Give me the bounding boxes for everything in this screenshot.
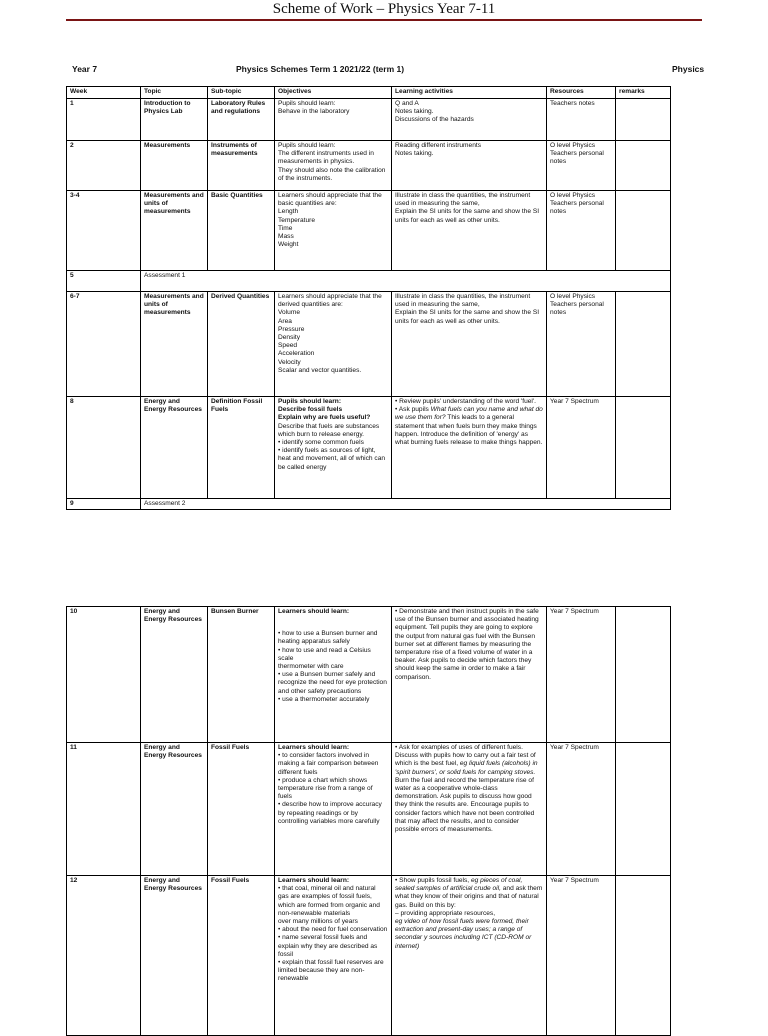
objective-line: They should also note the calibration of the instruments. [278, 166, 386, 182]
subject-label: Physics [672, 64, 705, 74]
col-objectives: Objectives [275, 87, 392, 99]
table-row [67, 99, 671, 141]
title-divider [66, 19, 702, 21]
activities-cell [392, 876, 547, 1036]
objective-line: Behave in the laboratory [278, 108, 350, 116]
objective-line: Density [278, 334, 300, 342]
remarks-cell [616, 607, 671, 743]
resources-cell: O level Physics Teachers personal notes [547, 191, 616, 271]
week-cell: 6-7 [67, 292, 141, 397]
activity-line: Notes taking. [395, 150, 434, 158]
activity-line: Explain the SI units for the same and show the SI units for each as well as other units. [395, 309, 540, 325]
subtopic-cell: Fossil Fuels [208, 876, 275, 1036]
objective-line: Area [278, 317, 292, 325]
objective-line: Learners should appreciate that the derived quantities are: [278, 293, 382, 309]
remarks-cell [616, 743, 671, 876]
week-cell: 10 [67, 607, 141, 743]
year-label: Year 7 [72, 64, 98, 74]
scheme-table-2 [66, 606, 671, 1036]
remarks-cell [616, 191, 671, 271]
objective-line: • how to use a Bunsen burner and heating apparatus safely [278, 630, 378, 646]
topic-cell: Measurements and units of measurements [141, 292, 208, 397]
col-activities: Learning activities [392, 87, 547, 99]
objective-line: • that coal, mineral oil and natural gas are examples of fossil fuels, which are formed from organic and non-renewable materials [278, 885, 380, 917]
objective-line: • to consider factors involved in making a fair comparison between different fuels [278, 752, 379, 776]
objective-line: Mass [278, 233, 294, 241]
activity-line: Reading different instruments [395, 142, 482, 149]
objective-heading: Explain why are fuels useful? [278, 414, 371, 422]
objectives-cell [275, 876, 392, 1036]
table-row [67, 141, 671, 191]
objective-line: Pupils should learn: [278, 142, 336, 149]
activity-line: • Demonstrate and then instruct pupils in the safe use of the Bunsen burner and associated heating equipment. Tell pupils they are going to explore the output from natural gas fuel with the Bunsen burner set at different flames by measuring the temperature rise of a fixed volume of water in a beaker. Ask pupils to decide which factors they should keep the same in order to make a fair comparison. [395, 608, 539, 681]
objective-line: • identify some common fuels [278, 439, 364, 447]
resources-cell: O level Physics Teachers personal notes [547, 292, 616, 397]
objective-line: • identify fuels as sources of light, heat and movement, all of which can be called energy [278, 447, 386, 471]
resources-cell: Year 7 Spectrum [547, 607, 616, 743]
week-cell: 12 [67, 876, 141, 1036]
topic-cell: Measurements and units of measurements [141, 191, 208, 271]
table-row [67, 292, 671, 397]
assessment-cell: Assessment 2 [141, 499, 671, 510]
objective-line: Velocity [278, 358, 301, 366]
topic-cell: Energy and Energy Resources [141, 876, 208, 1036]
resources-cell: O level Physics Teachers personal notes [547, 141, 616, 191]
table-row [67, 743, 671, 876]
subtopic-cell: Basic Quantities [208, 191, 275, 271]
activities-cell [392, 607, 547, 743]
topic-cell: Energy and Energy Resources [141, 607, 208, 743]
subtopic-cell: Instruments of measurements [208, 141, 275, 191]
activities-cell [392, 99, 547, 141]
activity-text: • Ask pupils [395, 406, 431, 414]
objective-line: Pressure [278, 325, 305, 333]
objective-heading: Describe fossil fuels [278, 406, 343, 414]
remarks-cell [616, 397, 671, 499]
assessment-cell: Assessment 1 [141, 271, 671, 292]
objectives-cell [275, 141, 392, 191]
topic-cell: Energy and Energy Resources [141, 397, 208, 499]
objective-heading: Learners should learn: [278, 608, 350, 615]
activity-line: • Review pupils' understanding of the word 'fuel'. [395, 398, 536, 405]
activities-cell [392, 743, 547, 876]
objective-line: Learners should appreciate that the basic quantities are: [278, 192, 382, 208]
activities-cell [392, 292, 547, 397]
activity-text: and ask them what they know of their origins and that of natural gas. Build on this by: [395, 885, 543, 909]
objective-heading: Learners should learn: [278, 744, 350, 751]
objective-heading: Learners should learn: [278, 877, 350, 884]
objectives-cell [275, 191, 392, 271]
week-cell: 1 [67, 99, 141, 141]
subtopic-cell: Fossil Fuels [208, 743, 275, 876]
objectives-cell [275, 397, 392, 499]
objective-line: • use a Bunsen burner safely and recognize the need for eye protection and other safety precautions [278, 671, 387, 695]
activity-italic: eg pieces of coal, sealed samples of artificial crude oil, [395, 877, 523, 893]
objectives-cell [275, 607, 392, 743]
objective-line: Weight [278, 241, 299, 249]
activity-text: Burn the fuel and record the temperature rise of water as a cooperative whole-class demonstration. Ask pupils to discuss how good they think the results are. Encourage pupils to consider factors which have not been controlled that may affect the results, and to consider possible errors of measurements. [395, 776, 535, 834]
table-row [67, 876, 671, 1036]
activity-text: – providing appropriate resources, [395, 909, 496, 917]
activity-line: Discussions of the hazards [395, 116, 474, 124]
activity-line: Notes taking. [395, 108, 434, 116]
activities-cell [392, 141, 547, 191]
activity-text: This leads to a general statement that when fuels burn they make things happen. Introduce the definition of 'energy' as what burning fuels release to make things happen. [395, 414, 543, 447]
objective-line: • use a thermometer accurately [278, 695, 370, 703]
resources-cell: Year 7 Spectrum [547, 397, 616, 499]
term-label: Physics Schemes Term 1 2021/22 (term 1) [236, 64, 405, 74]
week-cell: 8 [67, 397, 141, 499]
topic-cell: Energy and Energy Resources [141, 743, 208, 876]
objective-line: Volume [278, 309, 300, 317]
activities-cell [392, 397, 547, 499]
activity-italic: eg liquid fuels (alcohols) in 'spirit burners', or solid fuels for camping stoves. [395, 760, 538, 776]
objective-line: • about the need for fuel conservation [278, 926, 388, 934]
objective-line: • explain that fossil fuel reserves are limited because they are non-renewable [278, 959, 384, 983]
objectives-cell [275, 743, 392, 876]
resources-cell: Year 7 Spectrum [547, 743, 616, 876]
scheme-table-1 [66, 86, 671, 510]
objective-line: • how to use and read a Celsius scale [278, 646, 371, 662]
activity-text: • Show pupils fossil fuels, [395, 877, 471, 884]
subtopic-cell: Definition Fossil Fuels [208, 397, 275, 499]
activity-italic: eg video of how fossil fuels were formed, their extraction and present-day uses; a range of secondar y sources including ICT (CD-ROM or internet) [395, 918, 532, 950]
document-title: Scheme of Work – Physics Year 7-11 [272, 1, 496, 17]
week-cell: 5 [67, 271, 141, 292]
objective-line: Temperature [278, 216, 316, 224]
objective-line: thermometer with care [278, 663, 344, 671]
remarks-cell [616, 876, 671, 1036]
objectives-cell [275, 292, 392, 397]
week-cell: 3-4 [67, 191, 141, 271]
remarks-cell [616, 141, 671, 191]
objective-line: Speed [278, 342, 298, 350]
week-cell: 11 [67, 743, 141, 876]
col-resources: Resources [547, 87, 616, 99]
topic-cell: Introduction to Physics Lab [141, 99, 208, 141]
col-subtopic: Sub-topic [208, 87, 275, 99]
table-row [67, 607, 671, 743]
col-remarks: remarks [616, 87, 671, 99]
activity-line: Q and A [395, 100, 419, 107]
objective-line: Scalar and vector quantities. [278, 366, 362, 374]
resources-cell: Year 7 Spectrum [547, 876, 616, 1036]
week-cell: 2 [67, 141, 141, 191]
activity-line: Illustrate in class the quantities, the instrument used in measuring the same, [395, 192, 531, 208]
objective-line: • name several fossil fuels and explain why they are described as fossil [278, 934, 378, 958]
table-row [67, 397, 671, 499]
table-row [67, 191, 671, 271]
activity-text: • Ask for examples of uses of different fuels. Discuss with pupils how to carry out a fair test of which is the best fuel, [395, 744, 536, 768]
table-row [67, 271, 671, 292]
objective-line: Describe that fuels are substances which burn to release energy. [278, 422, 380, 438]
subtopic-cell: Bunsen Burner [208, 607, 275, 743]
remarks-cell [616, 99, 671, 141]
objectives-cell [275, 99, 392, 141]
objective-line: Length [278, 208, 299, 216]
objective-heading: Pupils should learn: [278, 398, 342, 405]
objective-line: The different instruments used in measurements in physics. [278, 150, 374, 166]
remarks-cell [616, 292, 671, 397]
col-topic: Topic [141, 87, 208, 99]
subtopic-cell: Laboratory Rules and regulations [208, 99, 275, 141]
objective-line: over many millions of years [278, 918, 358, 926]
week-cell: 9 [67, 499, 141, 510]
subtopic-cell: Derived Quantities [208, 292, 275, 397]
topic-cell: Measurements [141, 141, 208, 191]
activity-line: Illustrate in class the quantities, the instrument used in measuring the same, [395, 293, 531, 309]
col-week: Week [67, 87, 141, 99]
activity-line: Explain the SI units for the same and show the SI units for each as well as other units. [395, 208, 540, 224]
activity-italic: What fuels can you name and what do we use them for? [395, 406, 543, 422]
objective-line: • describe how to improve accuracy by repeating readings or by controlling variables more carefully [278, 801, 382, 825]
objective-line: Time [278, 224, 293, 232]
resources-cell: Teachers notes [547, 99, 616, 141]
objective-line: Acceleration [278, 350, 315, 358]
table-row [67, 499, 671, 510]
table-header-row [67, 87, 671, 99]
objective-line: Pupils should learn: [278, 100, 336, 107]
activities-cell [392, 191, 547, 271]
objective-line: • produce a chart which shows temperature rise from a range of fuels [278, 776, 373, 801]
